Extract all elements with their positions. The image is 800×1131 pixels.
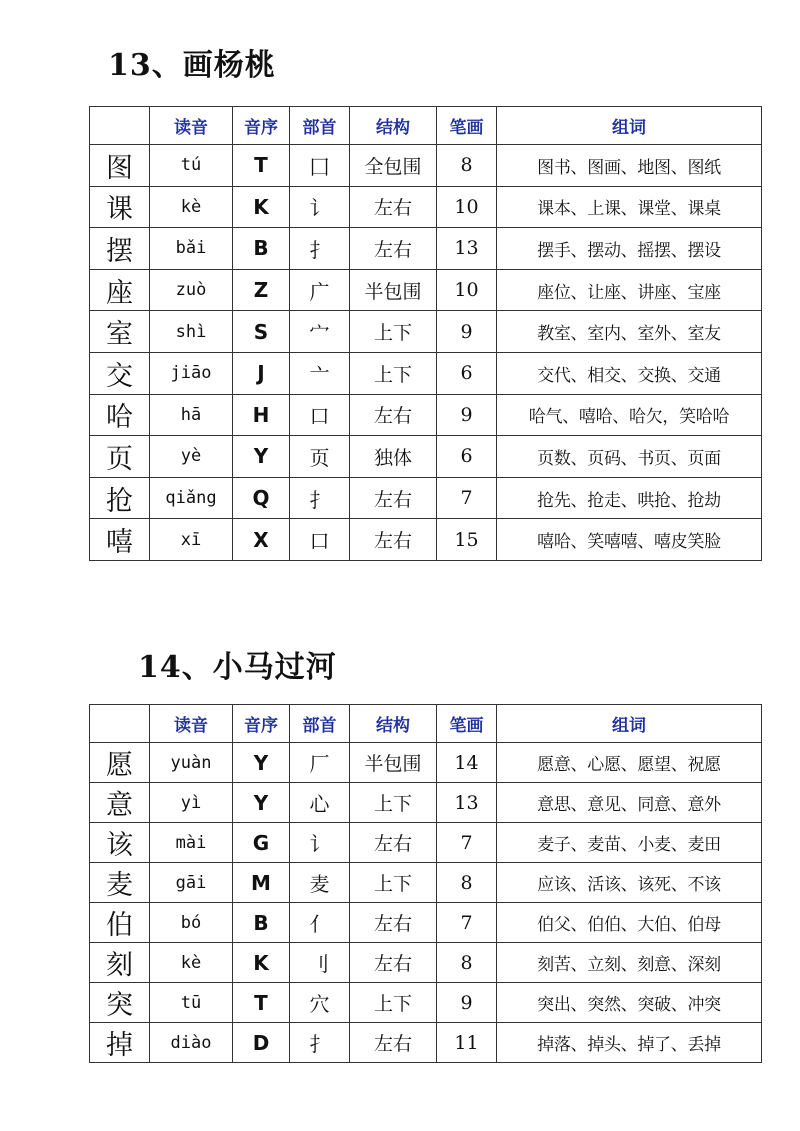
table-row (90, 477, 762, 519)
pinyin-cell: tú (150, 145, 233, 187)
pinyin-cell: yè (150, 436, 233, 478)
radical-cell: 口 (290, 519, 350, 561)
word-examples-cell: 掉落、掉头、掉了、丢掉 (497, 1023, 762, 1063)
word-examples-cell: 哈气、嘻哈、哈欠，笑哈哈 (497, 394, 762, 436)
initial-letter-cell: X (233, 519, 290, 561)
structure-cell: 左右 (350, 1023, 437, 1063)
stroke-count-cell: 7 (437, 823, 497, 863)
character-cell: 掉 (90, 1023, 150, 1063)
table-row (90, 269, 762, 311)
word-examples-cell: 抢先、抢走、哄抢、抢劫 (497, 477, 762, 519)
word-examples-cell: 页数、页码、书页、页面 (497, 436, 762, 478)
radical-cell: 刂 (290, 943, 350, 983)
stroke-count-cell: 10 (437, 186, 497, 228)
pinyin-cell: tū (150, 983, 233, 1023)
stroke-count-cell: 8 (437, 943, 497, 983)
character-cell: 刻 (90, 943, 150, 983)
character-cell: 图 (90, 145, 150, 187)
pinyin-cell: jiāo (150, 352, 233, 394)
word-examples-cell: 座位、让座、讲座、宝座 (497, 269, 762, 311)
stroke-count-cell: 15 (437, 519, 497, 561)
pinyin-cell: hā (150, 394, 233, 436)
word-examples-cell: 图书、图画、地图、图纸 (497, 145, 762, 187)
stroke-count-cell: 6 (437, 436, 497, 478)
word-examples-cell: 愿意、心愿、愿望、祝愿 (497, 743, 762, 783)
radical-cell: 穴 (290, 983, 350, 1023)
stroke-count-cell: 9 (437, 394, 497, 436)
initial-letter-cell: Z (233, 269, 290, 311)
radical-cell: 亻 (290, 903, 350, 943)
character-cell: 愿 (90, 743, 150, 783)
table-row (90, 519, 762, 561)
column-header (90, 107, 150, 145)
structure-cell: 左右 (350, 903, 437, 943)
table-row (90, 311, 762, 353)
initial-letter-cell: T (233, 983, 290, 1023)
table-row (90, 903, 762, 943)
column-header: 音序 (233, 107, 290, 145)
initial-letter-cell: J (233, 352, 290, 394)
initial-letter-cell: B (233, 903, 290, 943)
radical-cell: 心 (290, 783, 350, 823)
stroke-count-cell: 9 (437, 983, 497, 1023)
structure-cell: 独体 (350, 436, 437, 478)
structure-cell: 左右 (350, 477, 437, 519)
word-examples-cell: 麦子、麦苗、小麦、麦田 (497, 823, 762, 863)
pinyin-cell: bó (150, 903, 233, 943)
structure-cell: 左右 (350, 519, 437, 561)
table-row (90, 1023, 762, 1063)
stroke-count-cell: 10 (437, 269, 497, 311)
column-header: 部首 (290, 107, 350, 145)
word-examples-cell: 摆手、摆动、摇摆、摆设 (497, 228, 762, 270)
character-cell: 嘻 (90, 519, 150, 561)
structure-cell: 半包围 (350, 743, 437, 783)
stroke-count-cell: 8 (437, 145, 497, 187)
radical-cell: 宀 (290, 311, 350, 353)
pinyin-cell: xī (150, 519, 233, 561)
structure-cell: 上下 (350, 783, 437, 823)
stroke-count-cell: 9 (437, 311, 497, 353)
structure-cell: 左右 (350, 943, 437, 983)
column-header: 部首 (290, 705, 350, 743)
pinyin-cell: kè (150, 943, 233, 983)
radical-cell: 麦 (290, 863, 350, 903)
initial-letter-cell: K (233, 943, 290, 983)
structure-cell: 上下 (350, 311, 437, 353)
structure-cell: 上下 (350, 352, 437, 394)
stroke-count-cell: 11 (437, 1023, 497, 1063)
stroke-count-cell: 7 (437, 477, 497, 519)
initial-letter-cell: Y (233, 436, 290, 478)
header-row (90, 107, 762, 145)
word-examples-cell: 突出、突然、突破、冲突 (497, 983, 762, 1023)
column-header: 笔画 (437, 107, 497, 145)
structure-cell: 左右 (350, 228, 437, 270)
table-row (90, 436, 762, 478)
word-examples-cell: 刻苦、立刻、刻意、深刻 (497, 943, 762, 983)
structure-cell: 左右 (350, 186, 437, 228)
column-header: 结构 (350, 107, 437, 145)
pinyin-cell: kè (150, 186, 233, 228)
structure-cell: 上下 (350, 983, 437, 1023)
character-cell: 该 (90, 823, 150, 863)
initial-letter-cell: H (233, 394, 290, 436)
pinyin-cell: yì (150, 783, 233, 823)
table-row (90, 228, 762, 270)
column-header: 组词 (497, 107, 762, 145)
table-row (90, 863, 762, 903)
initial-letter-cell: K (233, 186, 290, 228)
radical-cell: 口 (290, 394, 350, 436)
stroke-count-cell: 6 (437, 352, 497, 394)
structure-cell: 左右 (350, 823, 437, 863)
character-cell: 课 (90, 186, 150, 228)
structure-cell: 左右 (350, 394, 437, 436)
pinyin-cell: zuò (150, 269, 233, 311)
word-examples-cell: 应该、活该、该死、不该 (497, 863, 762, 903)
character-table-13 (89, 106, 762, 561)
column-header: 读音 (150, 705, 233, 743)
stroke-count-cell: 13 (437, 228, 497, 270)
column-header: 读音 (150, 107, 233, 145)
initial-letter-cell: M (233, 863, 290, 903)
stroke-count-cell: 8 (437, 863, 497, 903)
word-examples-cell: 嘻哈、笑嘻嘻、嘻皮笑脸 (497, 519, 762, 561)
character-cell: 交 (90, 352, 150, 394)
radical-cell: 讠 (290, 186, 350, 228)
word-examples-cell: 课本、上课、课堂、课桌 (497, 186, 762, 228)
column-header: 结构 (350, 705, 437, 743)
initial-letter-cell: Q (233, 477, 290, 519)
character-cell: 伯 (90, 903, 150, 943)
stroke-count-cell: 13 (437, 783, 497, 823)
table-row (90, 352, 762, 394)
radical-cell: 页 (290, 436, 350, 478)
column-header: 音序 (233, 705, 290, 743)
radical-cell: 扌 (290, 1023, 350, 1063)
radical-cell: 亠 (290, 352, 350, 394)
initial-letter-cell: D (233, 1023, 290, 1063)
initial-letter-cell: T (233, 145, 290, 187)
column-header: 组词 (497, 705, 762, 743)
character-cell: 哈 (90, 394, 150, 436)
table-row (90, 983, 762, 1023)
table-row (90, 943, 762, 983)
stroke-count-cell: 14 (437, 743, 497, 783)
column-header (90, 705, 150, 743)
header-row (90, 705, 762, 743)
radical-cell: 扌 (290, 477, 350, 519)
initial-letter-cell: S (233, 311, 290, 353)
initial-letter-cell: Y (233, 743, 290, 783)
pinyin-cell: mài (150, 823, 233, 863)
radical-cell: 讠 (290, 823, 350, 863)
pinyin-cell: shì (150, 311, 233, 353)
character-cell: 室 (90, 311, 150, 353)
structure-cell: 上下 (350, 863, 437, 903)
table-row (90, 783, 762, 823)
column-header: 笔画 (437, 705, 497, 743)
word-examples-cell: 伯父、伯伯、大伯、伯母 (497, 903, 762, 943)
section-title: 14、小马过河 (138, 650, 337, 685)
table-row (90, 823, 762, 863)
initial-letter-cell: G (233, 823, 290, 863)
pinyin-cell: qiǎng (150, 477, 233, 519)
radical-cell: 囗 (290, 145, 350, 187)
table-row (90, 743, 762, 783)
character-cell: 页 (90, 436, 150, 478)
pinyin-cell: yuàn (150, 743, 233, 783)
word-examples-cell: 交代、相交、交换、交通 (497, 352, 762, 394)
character-cell: 摆 (90, 228, 150, 270)
table-row (90, 394, 762, 436)
radical-cell: 扌 (290, 228, 350, 270)
character-cell: 抢 (90, 477, 150, 519)
radical-cell: 厂 (290, 743, 350, 783)
section-title: 13、画杨桃 (108, 48, 276, 83)
character-cell: 突 (90, 983, 150, 1023)
radical-cell: 广 (290, 269, 350, 311)
character-table-14 (89, 704, 762, 1063)
word-examples-cell: 意思、意见、同意、意外 (497, 783, 762, 823)
initial-letter-cell: B (233, 228, 290, 270)
pinyin-cell: diào (150, 1023, 233, 1063)
pinyin-cell: bǎi (150, 228, 233, 270)
character-cell: 麦 (90, 863, 150, 903)
table-row (90, 186, 762, 228)
initial-letter-cell: Y (233, 783, 290, 823)
stroke-count-cell: 7 (437, 903, 497, 943)
structure-cell: 全包围 (350, 145, 437, 187)
word-examples-cell: 教室、室内、室外、室友 (497, 311, 762, 353)
table-row (90, 145, 762, 187)
structure-cell: 半包围 (350, 269, 437, 311)
character-cell: 意 (90, 783, 150, 823)
character-cell: 座 (90, 269, 150, 311)
pinyin-cell: gāi (150, 863, 233, 903)
